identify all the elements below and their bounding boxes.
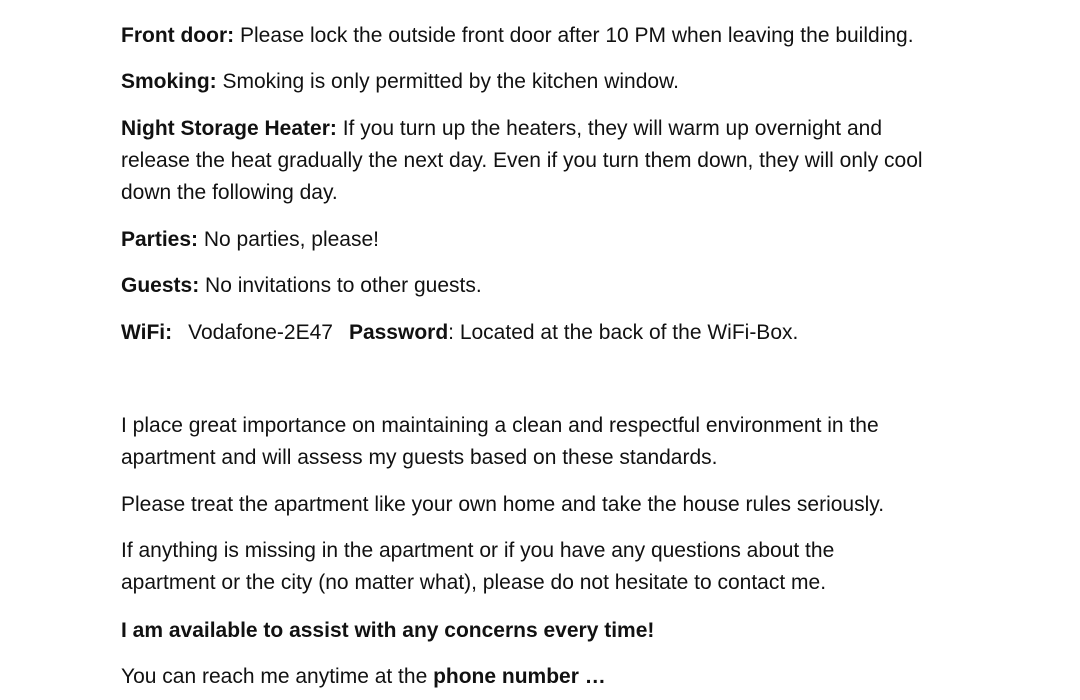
rule-guests-label: Guests:: [121, 274, 200, 297]
rule-heater-label: Night Storage Heater:: [121, 117, 337, 140]
wifi-network-name: Vodafone-2E47: [188, 321, 333, 344]
closing-paragraph-contact: If anything is missing in the apartment or if you have any questions about the apartment or the city (no matter what), please do not hesitate to contact me.: [121, 539, 835, 594]
rule-wifi: [121, 317, 1021, 349]
wifi-password-label: Password: [348, 321, 449, 344]
rule-guests: [121, 270, 1021, 302]
closing-available-statement: I am available to assist with any concerns every time!: [121, 619, 655, 642]
rule-front-door-text: Please lock the outside front door after 10 PM when leaving the building.: [234, 24, 914, 47]
closing-paragraph-standards: I place great importance on maintaining a clean and respectful environment in the apartment and will assess my guests based on these standards.: [121, 414, 879, 469]
rule-parties-label: Parties:: [121, 228, 199, 251]
rule-smoking-label: Smoking:: [121, 70, 217, 93]
rule-heater-text: If you turn up the heaters, they will warm up overnight and release the heat gradually the next day. Even if you turn them down, they will only cool down the following day.: [121, 117, 923, 204]
rule-smoking: [121, 66, 1021, 98]
rule-parties: [121, 224, 1021, 256]
closing-paragraph-treat-home: Please treat the apartment like your own home and take the house rules seriously.: [121, 493, 885, 516]
rule-night-storage-heater: [121, 113, 936, 209]
wifi-password-text: : Located at the back of the WiFi-Box.: [448, 321, 799, 344]
phone-number-label: phone number …: [433, 665, 606, 688]
phone-line-text: You can reach me anytime at the: [121, 665, 434, 688]
rule-smoking-text: Smoking is only permitted by the kitchen window.: [216, 70, 679, 93]
rule-front-door: [121, 20, 1021, 52]
wifi-label: WiFi:: [121, 321, 173, 344]
rule-parties-text: No parties, please!: [198, 228, 379, 251]
rule-guests-text: No invitations to other guests.: [199, 274, 482, 297]
closing-phone-line: [121, 661, 1021, 693]
rule-front-door-label: Front door:: [121, 24, 235, 47]
